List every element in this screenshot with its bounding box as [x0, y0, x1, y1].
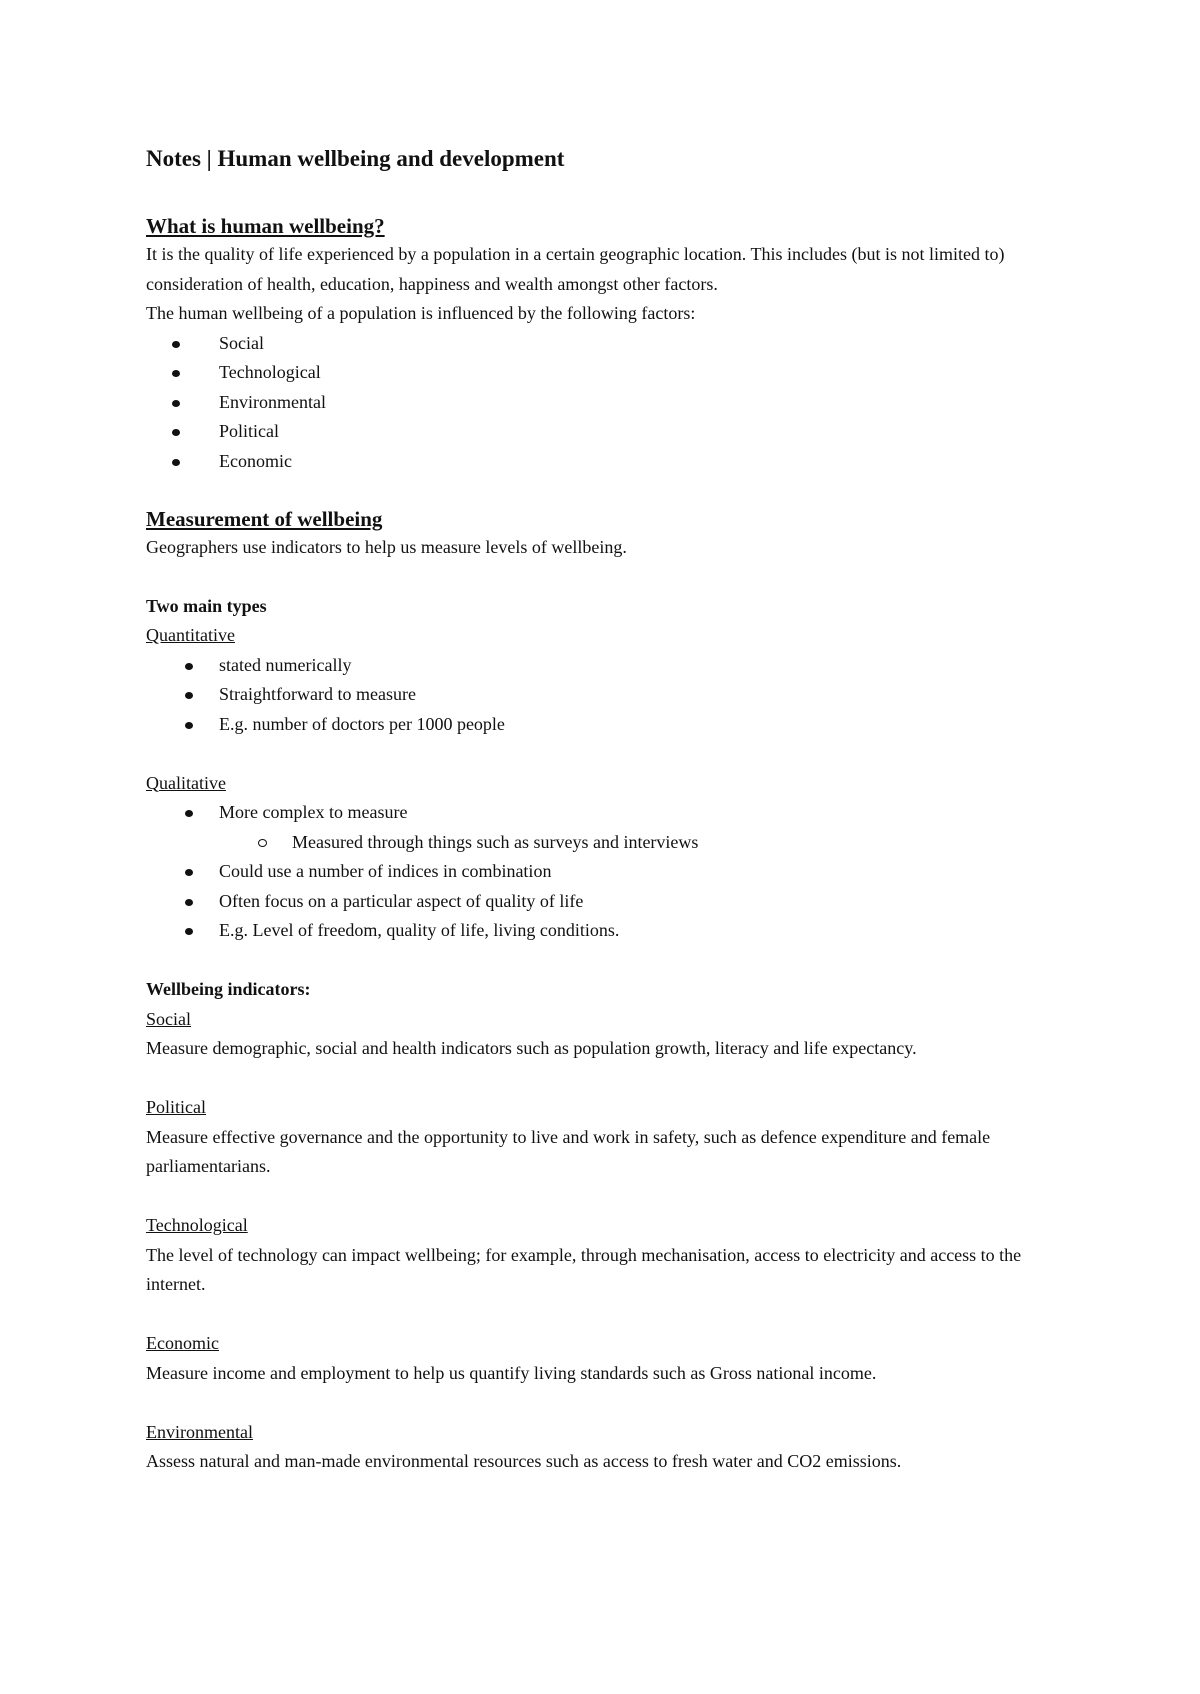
definition-paragraph: It is the quality of life experienced by a population in a certain geographic location. This includes (but is not limited to) consideration of health, education, happiness and wealth amongst other factors.	[146, 244, 1005, 294]
list-item	[146, 680, 1076, 710]
bullet-icon	[172, 459, 180, 466]
list-item-text: E.g. number of doctors per 1000 people	[219, 713, 505, 734]
list-item-text: Measured through things such as surveys and interviews	[292, 831, 699, 852]
qualitative-label: Qualitative	[146, 772, 226, 793]
list-item-text: Economic	[219, 450, 292, 471]
list-item-text: More complex to measure	[219, 802, 408, 822]
list-item	[146, 887, 1076, 917]
list-item-text: Technological	[219, 362, 321, 382]
indicator-text-social: Measure demographic, social and health indicators such as population growth, literacy and life expectancy.	[146, 1038, 917, 1058]
bullet-icon	[185, 722, 193, 729]
list-item-text: Social	[219, 332, 264, 353]
list-item	[146, 916, 1076, 946]
bullet-icon	[185, 692, 193, 699]
spacer	[146, 476, 1076, 506]
list-item	[146, 358, 1076, 388]
document-page	[146, 144, 1076, 1477]
qualitative-list	[146, 798, 1076, 946]
spacer	[146, 1064, 1076, 1094]
spacer	[146, 562, 1076, 592]
list-item-text: Could use a number of indices in combination	[219, 861, 552, 881]
list-item-text: Straightforward to measure	[219, 684, 416, 704]
indicator-label-political: Political	[146, 1097, 206, 1117]
indicator-label-technological: Technological	[146, 1215, 248, 1235]
list-item	[146, 329, 1076, 359]
spacer	[146, 1182, 1076, 1212]
list-sub-item	[146, 828, 1076, 858]
quantitative-list	[146, 651, 1076, 740]
list-item	[146, 388, 1076, 418]
indicator-label-environmental: Environmental	[146, 1421, 253, 1442]
indicator-label-economic: Economic	[146, 1333, 219, 1353]
bullet-icon	[185, 663, 193, 670]
spacer	[146, 946, 1076, 976]
list-item	[146, 651, 1076, 681]
list-item	[146, 857, 1076, 887]
bullet-icon	[185, 899, 193, 906]
bullet-icon	[172, 400, 180, 407]
hollow-bullet-icon	[258, 839, 267, 847]
document-title: Notes | Human wellbeing and development	[146, 146, 565, 171]
factors-list	[146, 329, 1076, 477]
indicator-text-political: Measure effective governance and the opportunity to live and work in safety, such as defence expenditure and female parliamentarians.	[146, 1126, 991, 1176]
indicator-text-economic: Measure income and employment to help us quantify living standards such as Gross national income.	[146, 1362, 877, 1383]
bullet-icon	[172, 429, 180, 436]
types-heading: Two main types	[146, 595, 267, 616]
list-item-text: Political	[219, 421, 279, 441]
spacer	[146, 1300, 1076, 1330]
list-item	[146, 710, 1076, 740]
indicator-text-technological: The level of technology can impact wellbeing; for example, through mechanisation, access to electricity and access to the internet.	[146, 1244, 1022, 1294]
list-item	[146, 798, 1076, 828]
section-heading-measurement: Measurement of wellbeing	[146, 506, 383, 531]
list-item-text: stated numerically	[219, 654, 352, 675]
bullet-icon	[185, 810, 193, 817]
indicator-text-environmental: Assess natural and man-made environmental resources such as access to fresh water and CO2 emissions.	[146, 1451, 902, 1471]
bullet-icon	[185, 928, 193, 935]
quantitative-label: Quantitative	[146, 625, 235, 645]
bullet-icon	[172, 370, 180, 377]
bullet-icon	[172, 341, 180, 348]
factors-intro-paragraph: The human wellbeing of a population is influenced by the following factors:	[146, 303, 696, 323]
list-item-text: Environmental	[219, 391, 326, 412]
list-item	[146, 447, 1076, 477]
indicators-heading: Wellbeing indicators:	[146, 979, 311, 999]
list-item	[146, 417, 1076, 447]
spacer	[146, 739, 1076, 769]
list-item-text: E.g. Level of freedom, quality of life, living conditions.	[219, 920, 620, 940]
indicator-label-social: Social	[146, 1008, 191, 1029]
spacer	[146, 1388, 1076, 1418]
section-heading-what-is-wellbeing: What is human wellbeing?	[146, 214, 385, 238]
list-item-text: Often focus on a particular aspect of quality of life	[219, 890, 584, 911]
measurement-intro: Geographers use indicators to help us measure levels of wellbeing.	[146, 536, 627, 557]
bullet-icon	[185, 869, 193, 876]
